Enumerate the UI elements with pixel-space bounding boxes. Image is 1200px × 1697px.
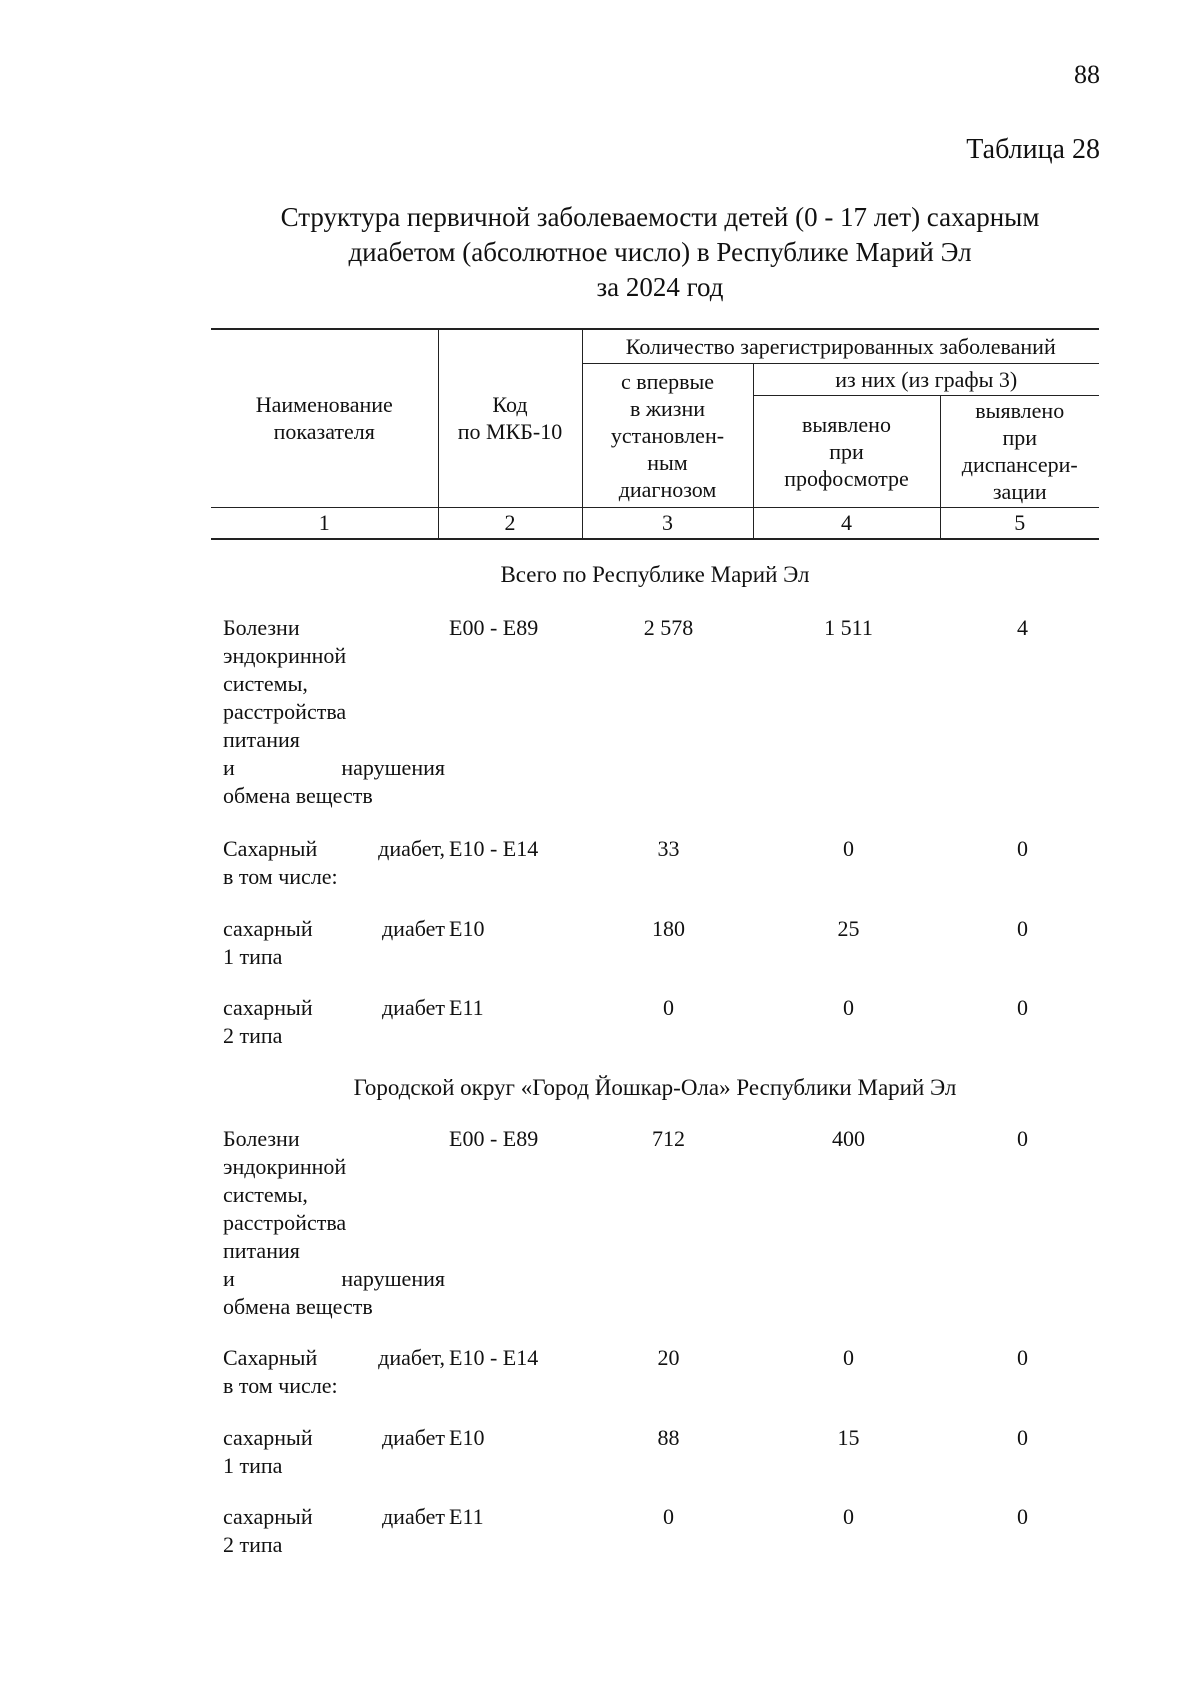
table-label: Таблица 28: [966, 134, 1100, 165]
document-title: [160, 200, 1160, 305]
column-number: 3: [582, 507, 753, 539]
section-title: Всего по Республике Марий Эл: [500, 562, 810, 587]
column-number: 5: [940, 507, 1099, 539]
icd-code: E10: [449, 1425, 485, 1450]
value-checkup: 400: [832, 1126, 865, 1151]
value-checkup: 0: [843, 1345, 854, 1370]
indicator-name: Болезни эндокринной системы, расстройства питания и нарушения обмена веществ: [223, 615, 445, 808]
value-dispensary: 0: [1017, 1504, 1028, 1529]
value-dispensary: 0: [1017, 916, 1028, 941]
value-dispensary: 4: [1017, 615, 1028, 640]
icd-code: E10: [449, 916, 485, 941]
value-first-diagnosed: 20: [657, 1345, 680, 1370]
value-checkup: 1 511: [824, 615, 873, 640]
value-first-diagnosed: 33: [657, 836, 680, 861]
value-first-diagnosed: 712: [652, 1126, 685, 1151]
value-first-diagnosed: 2 578: [643, 615, 694, 640]
title-line: диабетом (абсолютное число) в Республике Марий Эл: [348, 237, 972, 267]
indicator-name: сахарный диабет 1 типа: [223, 916, 445, 969]
indicator-name: Сахарный диабет, в том числе:: [223, 1345, 445, 1398]
header-first-diagnosed: с впервые в жизни установлен- ным диагнозом: [582, 363, 753, 507]
header-found-checkup: выявлено при профосмотре: [753, 395, 940, 507]
value-dispensary: 0: [1017, 1126, 1028, 1151]
value-checkup: 0: [843, 836, 854, 861]
column-number: 4: [753, 507, 940, 539]
value-dispensary: 0: [1017, 836, 1028, 861]
icd-code: E11: [449, 1504, 484, 1529]
value-checkup: 0: [843, 995, 854, 1020]
header-found-dispensary: выявлено при диспансери- зации: [940, 395, 1099, 507]
value-dispensary: 0: [1017, 1425, 1028, 1450]
section-title: Городской округ «Город Йошкар-Ола» Республики Марий Эл: [353, 1075, 957, 1100]
value-checkup: 25: [837, 916, 860, 941]
column-number: 2: [438, 507, 582, 539]
value-first-diagnosed: 180: [652, 916, 685, 941]
value-dispensary: 0: [1017, 1345, 1028, 1370]
icd-code: E11: [449, 995, 484, 1020]
value-first-diagnosed: 0: [663, 995, 674, 1020]
value-first-diagnosed: 88: [657, 1425, 680, 1450]
indicator-name: Болезни эндокринной системы, расстройства питания и нарушения обмена веществ: [223, 1126, 445, 1319]
icd-code: E00 - E89: [449, 615, 539, 640]
header-registered-count: Количество зарегистрированных заболеваний: [582, 329, 1099, 363]
value-checkup: 15: [837, 1425, 860, 1450]
indicator-name: сахарный диабет 2 типа: [223, 995, 445, 1048]
value-first-diagnosed: 0: [663, 1504, 674, 1529]
page-number: 88: [1074, 60, 1100, 89]
icd-code: E00 - E89: [449, 1126, 539, 1151]
indicator-name: сахарный диабет 1 типа: [223, 1425, 445, 1478]
indicator-name: Сахарный диабет, в том числе:: [223, 836, 445, 889]
value-dispensary: 0: [1017, 995, 1028, 1020]
column-number: 1: [211, 507, 438, 539]
icd-code: E10 - E14: [449, 1345, 539, 1370]
icd-code: E10 - E14: [449, 836, 539, 861]
header-of-them: из них (из графы 3): [753, 363, 1099, 395]
header-indicator-name: Наименование показателя: [211, 329, 438, 507]
title-line: за 2024 год: [596, 272, 724, 302]
header-icd-code: Код по МКБ-10: [438, 329, 582, 507]
table-header: [211, 328, 1099, 540]
value-checkup: 0: [843, 1504, 854, 1529]
title-line: Структура первичной заболеваемости детей (0 - 17 лет) сахарным: [280, 202, 1040, 232]
indicator-name: сахарный диабет 2 типа: [223, 1504, 445, 1557]
